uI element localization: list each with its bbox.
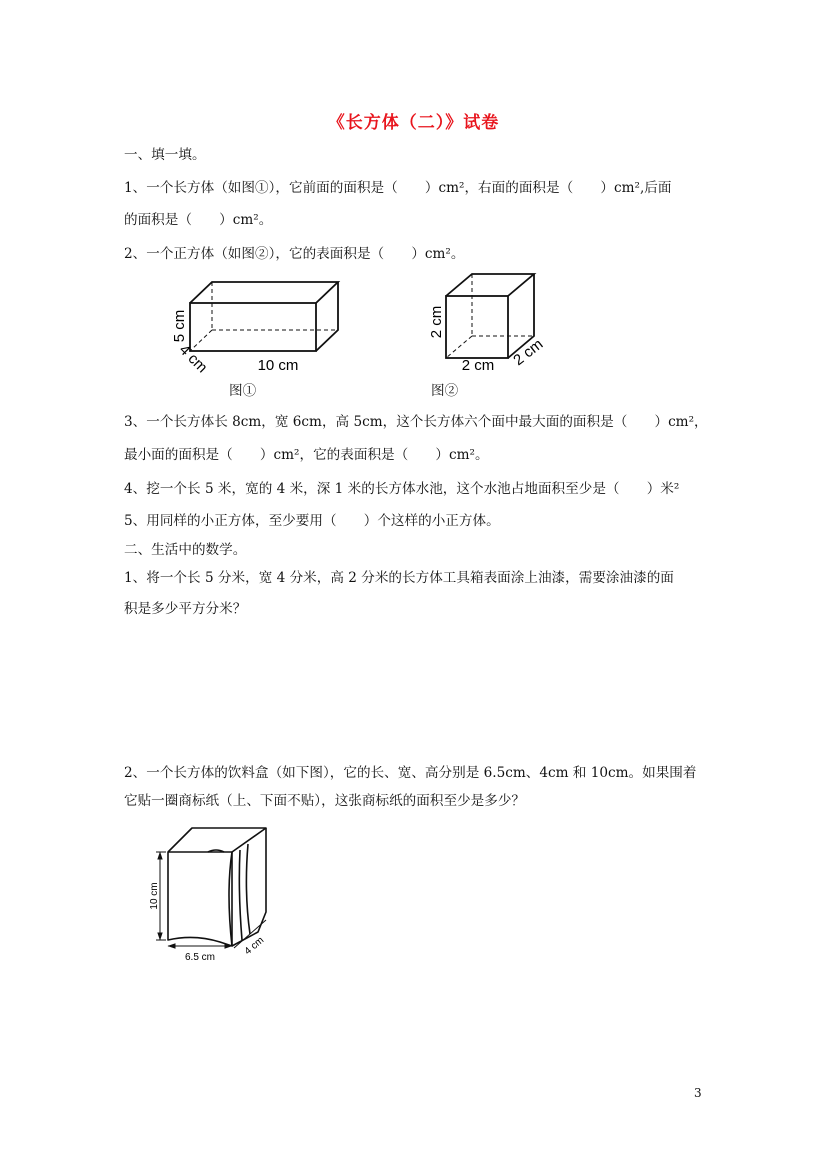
question-2-1-line1: 1、将一个长 5 分米，宽 4 分米，高 2 分米的长方体工具箱表面涂上油漆，需要涂油漆的面: [124, 570, 674, 586]
question-1-2: 2、一个正方体（如图②），它的表面积是（ ）cm²。: [124, 246, 465, 262]
fig1-caption: 图①: [229, 383, 257, 399]
question-1-1-line2: 的面积是（ ）cm²。: [124, 212, 273, 228]
fig3-width-label: 4 cm: [242, 934, 267, 958]
section1-heading: 一、填一填。: [124, 147, 206, 163]
fig1-width-label: 4 cm: [175, 341, 211, 377]
figure-2-cube: [420, 270, 560, 380]
fig2-depth-label: 2 cm: [510, 335, 547, 370]
question-1-3-line2: 最小面的面积是（ ）cm²，它的表面积是（ ）cm²。: [124, 447, 489, 463]
fig2-height-label: 2 cm: [428, 305, 445, 339]
figure-1-cuboid: [160, 270, 360, 380]
question-2-2-line2: 它贴一圈商标纸（上、下面不贴），这张商标纸的面积至少是多少？: [124, 793, 526, 809]
page-number: 3: [694, 1086, 702, 1100]
question-1-3-line1: 3、一个长方体长 8cm，宽 6cm，高 5cm，这个长方体六个面中最大面的面积是（ ）cm²，: [124, 414, 708, 430]
question-1-5: 5、用同样的小正方体，至少要用（ ）个这样的小正方体。: [124, 513, 500, 529]
question-2-1-line2: 积是多少平方分米？: [124, 601, 247, 617]
question-1-1-line1: 1、一个长方体（如图①），它前面的面积是（ ）cm²，右面的面积是（ ）cm²,后面: [124, 180, 672, 196]
fig2-bottom-label: 2 cm: [461, 357, 495, 374]
page-title: 《长方体（二）》试卷: [327, 113, 500, 133]
fig1-height-label: 5 cm: [171, 309, 188, 343]
fig2-caption: 图②: [431, 383, 459, 399]
question-1-4: 4、挖一个长 5 米，宽的 4 米，深 1 米的长方体水池，这个水池占地面积至少是（ ）米²: [124, 481, 680, 497]
fig1-length-label: 10 cm: [257, 357, 299, 374]
question-2-2-line1: 2、一个长方体的饮料盒（如下图），它的长、宽、高分别是 6.5cm、4cm 和 10cm。如果围着: [124, 765, 697, 781]
fig3-height-label: 10 cm: [149, 882, 160, 910]
figure-3-drink-box: [148, 822, 288, 967]
section2-heading: 二、生活中的数学。: [124, 542, 247, 558]
fig3-length-label: 6.5 cm: [184, 952, 216, 963]
